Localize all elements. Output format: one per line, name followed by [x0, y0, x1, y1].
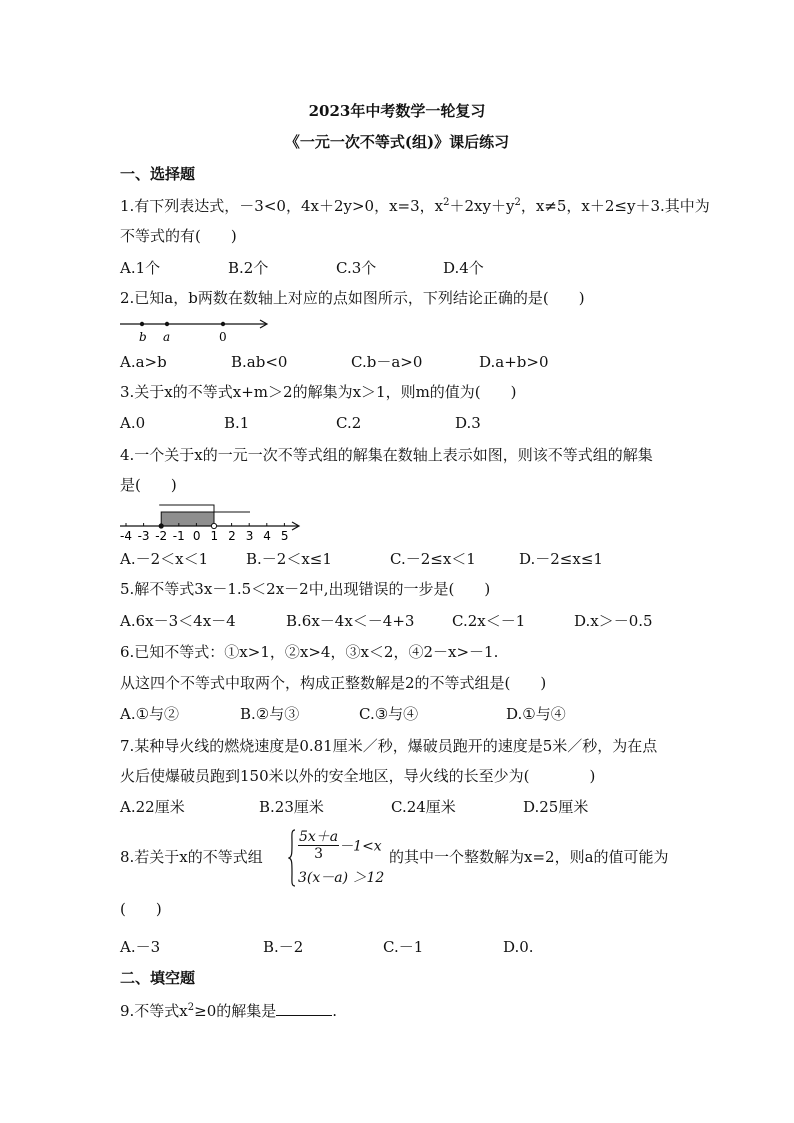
- q7-option-a[interactable]: A.22厘米: [120, 798, 185, 816]
- q6-stem: 6.已知不等式：①x>1，②x>4，③x＜2，④2－x>－1.: [120, 643, 499, 661]
- q7-stem: 7.某种导火线的燃烧速度是0.81厘米／秒，爆破员跑开的速度是5米／秒，为在点: [120, 737, 658, 755]
- q8-inequality-1: [298, 829, 382, 863]
- q6-option-c[interactable]: C.③与④: [359, 705, 419, 723]
- q3-option-c[interactable]: C.2: [336, 414, 362, 432]
- q4-stem-line2: 是( ): [120, 476, 177, 494]
- section-heading-choice: 一、选择题: [120, 165, 196, 183]
- q1-stem-c: ，x≠5，x＋2≤y＋3.其中为: [520, 197, 710, 215]
- q9-sup: 2: [187, 1002, 195, 1013]
- q8-ineq-1-rest: －1<x: [339, 838, 382, 855]
- label-zero: 0: [219, 330, 227, 344]
- q8-inequality-system: [288, 829, 398, 889]
- q1-option-c[interactable]: C.3个: [336, 259, 377, 277]
- q5-option-b[interactable]: B.6x－4x＜－4+3: [286, 612, 415, 630]
- q8-option-c[interactable]: C.－1: [383, 938, 424, 956]
- q8-answer-paren: ( ): [120, 900, 162, 918]
- q9-stem-a: 9.不等式x: [120, 1002, 188, 1020]
- q3-option-a[interactable]: A.0: [120, 414, 146, 432]
- q1-sup-1: 2: [443, 197, 450, 208]
- section-heading-fill: 二、填空题: [120, 969, 196, 987]
- q5-stem: 5.解不等式3x－1.5＜2x－2中,出现错误的一步是( ): [120, 580, 491, 598]
- q2-number-line: [118, 314, 278, 346]
- q3-option-b[interactable]: B.1: [224, 414, 250, 432]
- q7-stem-line2: 火后使爆破员跑到150米以外的安全地区，导火线的长至少为( ): [120, 767, 596, 785]
- tick-label: -3: [137, 529, 150, 542]
- q5-option-c[interactable]: C.2x＜－1: [452, 612, 526, 630]
- q6-option-b[interactable]: B.②与③: [240, 705, 300, 723]
- tick-label: 0: [192, 529, 201, 542]
- q8-inequality-2: 3(x－a) ＞12: [298, 870, 385, 886]
- endpoint-open: [211, 523, 216, 528]
- q6-stem-line2: 从这四个不等式中取两个，构成正整数解是2的不等式组是( ): [120, 674, 547, 692]
- q4-stem: 4.一个关于x的一元一次不等式组的解集在数轴上表示如图，则该不等式组的解集: [120, 446, 653, 464]
- q5-option-a[interactable]: A.6x－3＜4x－4: [120, 612, 236, 630]
- q1-stem: [120, 196, 710, 216]
- q9-stem-c: .: [332, 1002, 338, 1020]
- q7-option-b[interactable]: B.23厘米: [259, 798, 324, 816]
- solution-region: [161, 512, 214, 526]
- q4-option-a[interactable]: A.－2＜x＜1: [120, 550, 209, 568]
- q4-option-d[interactable]: D.－2≤x≤1: [519, 550, 603, 568]
- q8-numerator: 5x＋a: [299, 829, 339, 845]
- point-b-dot: [140, 322, 144, 326]
- q2-option-a[interactable]: A.a>b: [120, 353, 167, 371]
- q2-option-b[interactable]: B.ab<0: [231, 353, 288, 371]
- q6-option-a[interactable]: A.①与②: [120, 705, 180, 723]
- tick-label: -1: [172, 529, 185, 542]
- q3-stem: 3.关于x的不等式x+m＞2的解集为x＞1，则m的值为( ): [120, 383, 517, 401]
- tick-label: 2: [228, 529, 236, 542]
- q7-option-d[interactable]: D.25厘米: [523, 798, 589, 816]
- q1-stem-b: ＋2xy＋y: [449, 197, 515, 215]
- q5-option-d[interactable]: D.x＞－0.5: [574, 612, 653, 630]
- q8-fraction: [298, 829, 339, 862]
- label-a: a: [163, 330, 171, 344]
- q8-stem-a: 8.若关于x的不等式组: [120, 848, 263, 866]
- q4-number-line: [118, 498, 304, 542]
- q4-option-c[interactable]: C.－2≤x＜1: [390, 550, 476, 568]
- q9-stem: [120, 999, 337, 1021]
- q8-stem-b: 的其中一个整数解为x=2，则a的值可能为: [389, 848, 669, 866]
- q8-option-d[interactable]: D.0.: [503, 938, 534, 956]
- q1-option-a[interactable]: A.1个: [120, 259, 161, 277]
- q8-option-b[interactable]: B.－2: [263, 938, 304, 956]
- q1-option-d[interactable]: D.4个: [443, 259, 484, 277]
- q9-answer-blank[interactable]: [276, 999, 332, 1016]
- tick-label: -4: [120, 529, 132, 542]
- brace-icon: [288, 829, 296, 887]
- q1-option-b[interactable]: B.2个: [228, 259, 269, 277]
- q9-stem-b: ≥0的解集是: [194, 1002, 277, 1020]
- q8-denominator: 3: [314, 846, 324, 862]
- label-b: b: [139, 330, 147, 344]
- tick-label: 1: [210, 529, 219, 542]
- tick-label: 4: [263, 529, 271, 542]
- q1-stem-a: 1.有下列表达式，－3<0，4x＋2y>0，x=3，x: [120, 197, 444, 215]
- tick-label: 5: [280, 529, 289, 542]
- q8-option-a[interactable]: A.－3: [120, 938, 161, 956]
- q7-option-c[interactable]: C.24厘米: [391, 798, 456, 816]
- endpoint-closed: [159, 523, 164, 528]
- point-a-dot: [165, 322, 169, 326]
- title-line-1: 2023年中考数学一轮复习: [308, 102, 486, 120]
- origin-dot: [221, 322, 225, 326]
- q2-stem: 2.已知a，b两数在数轴上对应的点如图所示，下列结论正确的是( ): [120, 289, 585, 307]
- q2-option-d[interactable]: D.a+b>0: [479, 353, 549, 371]
- q1-sup-2: 2: [514, 197, 521, 208]
- q1-stem-line2: 不等式的有( ): [120, 227, 237, 245]
- tick-label: 3: [245, 529, 254, 542]
- q3-option-d[interactable]: D.3: [455, 414, 481, 432]
- title-line-2: 《一元一次不等式(组)》课后练习: [284, 133, 510, 151]
- q6-option-d[interactable]: D.①与④: [506, 705, 566, 723]
- q4-option-b[interactable]: B.－2＜x≤1: [246, 550, 332, 568]
- q2-option-c[interactable]: C.b－a>0: [351, 353, 423, 371]
- tick-label: -2: [155, 529, 168, 542]
